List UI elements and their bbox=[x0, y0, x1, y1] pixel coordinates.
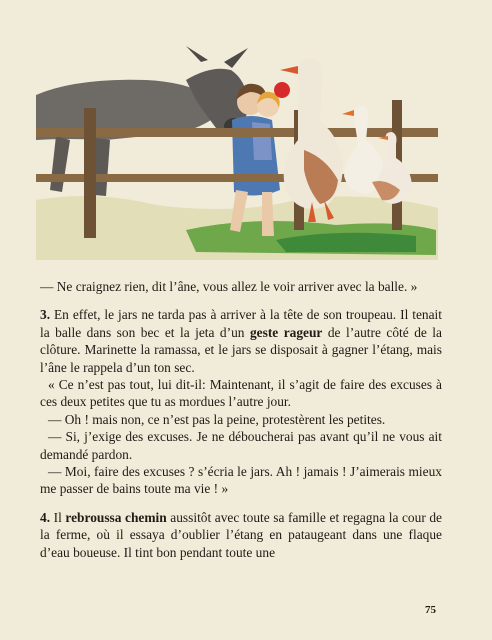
paragraph-text: de l’autre côté de la clôture. Marinette la ramassa, et le jars se disposait à gagner l’étang, mais l’âne le rappela d’un ton sec. bbox=[40, 324, 442, 375]
dialogue-line: — Si, j’exige des excuses. Je ne déboucherai pas avant qu’il ne vous ait demandé pardon. bbox=[40, 429, 442, 462]
section-number: 4. bbox=[40, 509, 51, 525]
vocabulary-term: geste rageur bbox=[249, 324, 323, 340]
paragraph-section-3 bbox=[40, 306, 442, 376]
paragraph-text: aussitôt avec toute sa famille et regagna la cour de la ferme, où il essaya d’oublier l’étang en pataugeant dans une flaque d’eau boueuse. Il tint bon pendant toute une bbox=[40, 509, 443, 560]
section-number: 3. bbox=[40, 307, 51, 323]
dialogue-line: — Oh ! mais non, ce n’est pas la peine, protestèrent les petites. bbox=[48, 411, 386, 427]
paragraph-text: Il bbox=[50, 509, 66, 525]
paragraph-text: En effet, le jars ne tarda pas à arriver à la tête de son troupeau. Il tenait la balle dans son bec et la jeta d’un bbox=[40, 307, 442, 340]
dialogue-line: « Ce n’est pas tout, lui dit-il: Maintenant, il s’agit de faire des excuses à ces deux petites que tu as mordues l’autre jour. bbox=[40, 377, 442, 410]
donkey-girls-geese-picture bbox=[36, 40, 438, 260]
page-number: 75 bbox=[425, 604, 436, 616]
paragraph-section-4 bbox=[40, 509, 442, 561]
dialogue-line: — Moi, faire des excuses ? s’écria le jars. Ah ! jamais ! J’aimerais mieux me passer de bains toute ma vie ! » bbox=[40, 464, 442, 497]
paragraph-donkey-reply: — Ne craignez rien, dit l’âne, vous allez le voir arriver avec la balle. » bbox=[40, 279, 418, 294]
vocabulary-term: rebroussa chemin bbox=[65, 509, 167, 525]
story-illustration bbox=[36, 40, 438, 260]
story-text bbox=[40, 278, 442, 561]
